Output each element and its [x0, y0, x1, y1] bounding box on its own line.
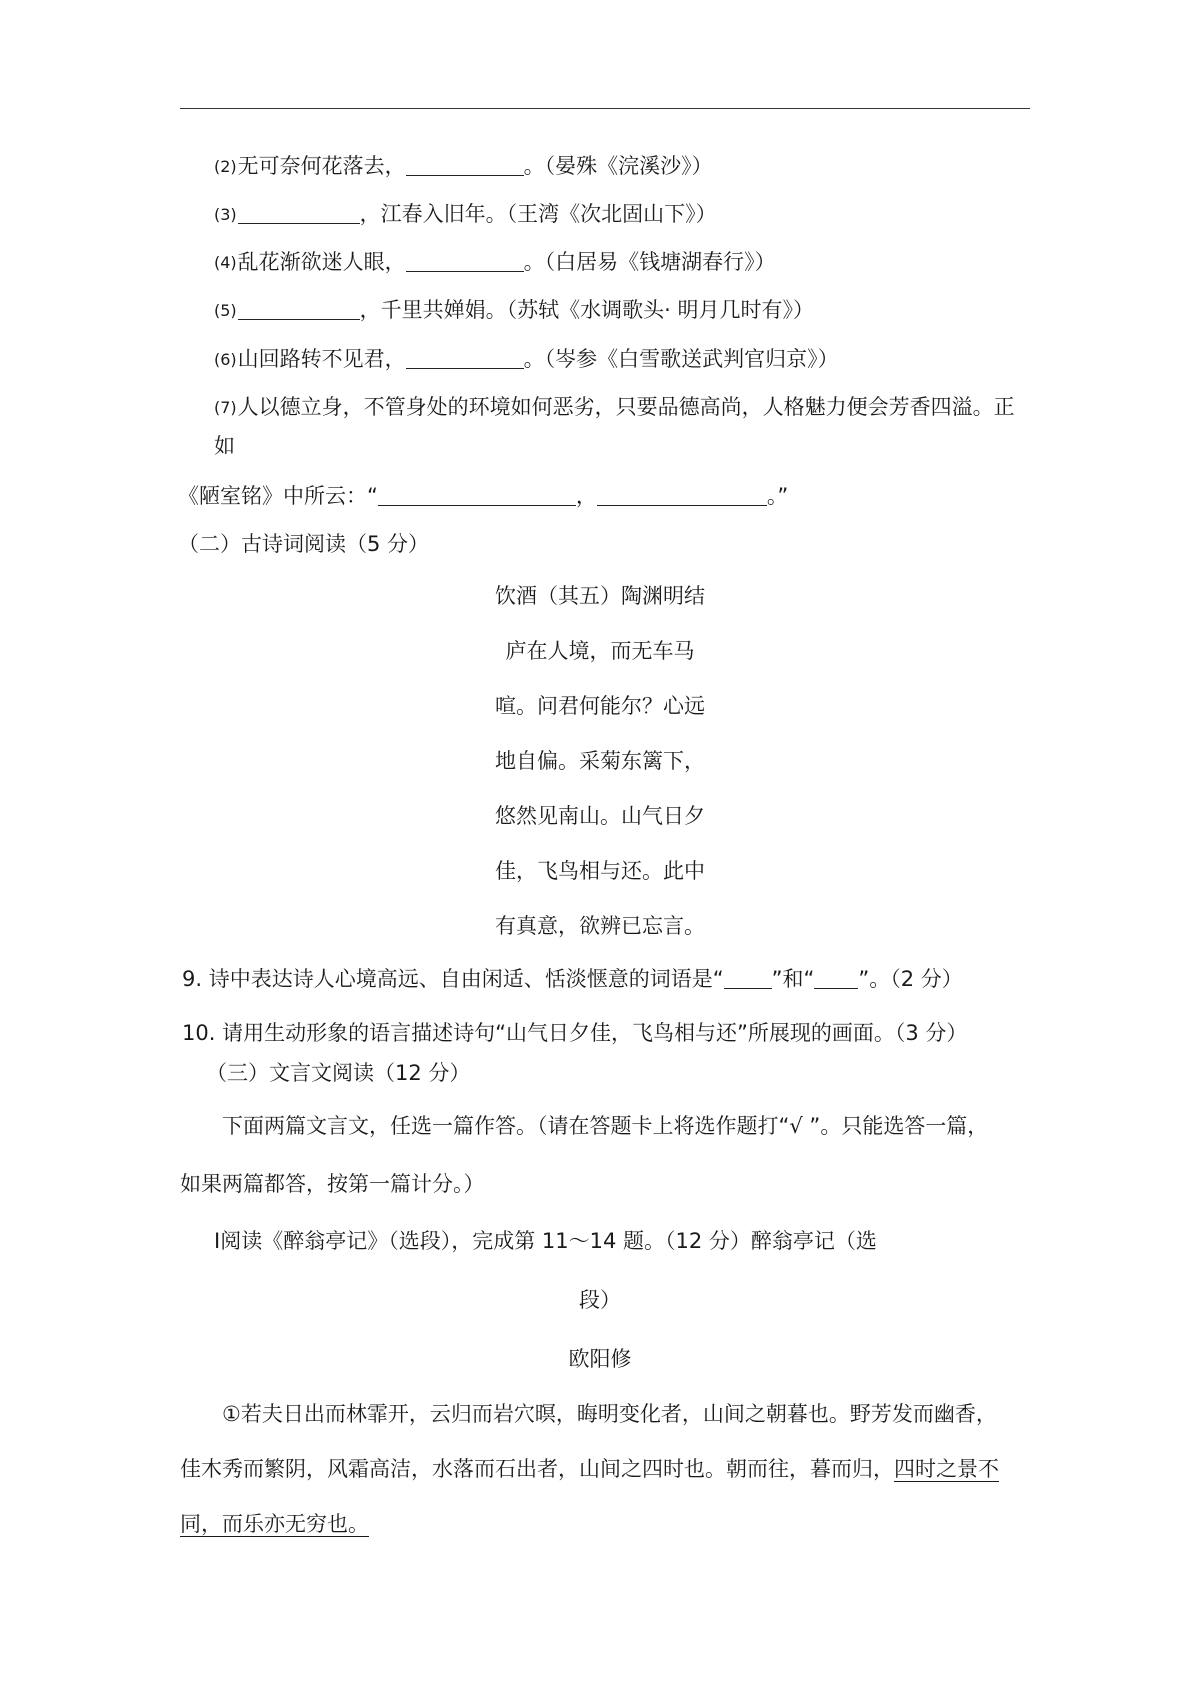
answer-blank[interactable] — [597, 485, 767, 506]
poem-line: 悠然见南山。山气日夕 — [495, 804, 705, 828]
author-name: 欧阳修 — [568, 1347, 632, 1371]
passage-paragraph: 佳木秀而繁阴，风霜高洁，水落而石出者，山间之四时也。朝而往，暮而归，四时之景不 — [180, 1457, 999, 1481]
underlined-sentence: 四时之景不 — [894, 1457, 999, 1481]
instruction-line: 下面两篇文言文，任选一篇作答。（请在答题卡上将选作题打“√ ”。只能选答一篇， — [222, 1114, 989, 1138]
poem-line: 佳，飞鸟相与还。此中 — [495, 859, 705, 883]
fill-item-5: (5) ，千里共婵娟。（苏轼《水调歌头· 明月几时有》） — [214, 298, 815, 322]
question-10: 10. 请用生动形象的语言描述诗句“山气日夕佳，飞鸟相与还”所展现的画面。（3 分） — [182, 1021, 968, 1045]
answer-blank[interactable] — [238, 203, 360, 224]
instruction-line: 如果两篇都答，按第一篇计分。） — [180, 1172, 485, 1196]
poem-line: 有真意，欲辨已忘言。 — [495, 914, 705, 938]
question-9: 9. 诗中表达诗人心境高远、自由闲适、恬淡惬意的词语是“ ”和“ ”。（2 分） — [182, 967, 963, 991]
fill-item-7-quote: 《陋室铭》中所云：“ ， 。” — [178, 484, 789, 508]
answer-blank[interactable] — [406, 251, 524, 272]
poem-line: 喧。问君何能尔？心远 — [495, 694, 705, 718]
passage-intro: Ⅰ阅读《醉翁亭记》（选段），完成第 11～14 题。（12 分）醉翁亭记（选 — [214, 1229, 877, 1253]
fill-item-7: (7)人以德立身，不管身处的环境如何恶劣，只要品德高尚，人格魅力便会芳香四溢。正 — [214, 395, 1015, 419]
answer-blank[interactable] — [724, 968, 772, 989]
section-heading-classical: （三）文言文阅读（12 分） — [206, 1061, 471, 1085]
passage-paragraph — [180, 1510, 377, 1538]
fill-item-3: (3) ，江春入旧年。（王湾《次北固山下》） — [214, 202, 717, 226]
fill-item-4: (4)乱花渐欲迷人眼， 。（白居易《钱塘湖春行》） — [214, 250, 776, 274]
underlined-sentence: 同，而乐亦无穷也。 — [180, 1512, 369, 1536]
answer-blank[interactable] — [406, 155, 524, 176]
section-heading-poetry: （二）古诗词阅读（5 分） — [178, 532, 430, 556]
fill-item-7-cont: 如 — [214, 434, 235, 458]
poem-line: 庐在人境，而无车马 — [505, 639, 695, 663]
answer-blank[interactable] — [378, 485, 576, 506]
answer-blank[interactable] — [814, 968, 858, 989]
fill-item-6: (6)山回路转不见君， 。（岑参《白雪歌送武判官归京》） — [214, 347, 839, 371]
passage-intro-cont: 段） — [579, 1288, 621, 1312]
fill-item-2: (2)无可奈何花落去， 。（晏殊《浣溪沙》） — [214, 154, 713, 178]
passage-paragraph: ①若夫日出而林霏开，云归而岩穴暝，晦明变化者，山间之朝暮也。野芳发而幽香， — [222, 1402, 997, 1426]
poem-line: 饮酒（其五）陶渊明结 — [495, 584, 705, 608]
answer-blank[interactable] — [238, 299, 360, 320]
poem-line: 地自偏。采菊东篱下， — [495, 749, 705, 773]
header-rule — [180, 108, 1030, 109]
answer-blank[interactable] — [406, 348, 524, 369]
